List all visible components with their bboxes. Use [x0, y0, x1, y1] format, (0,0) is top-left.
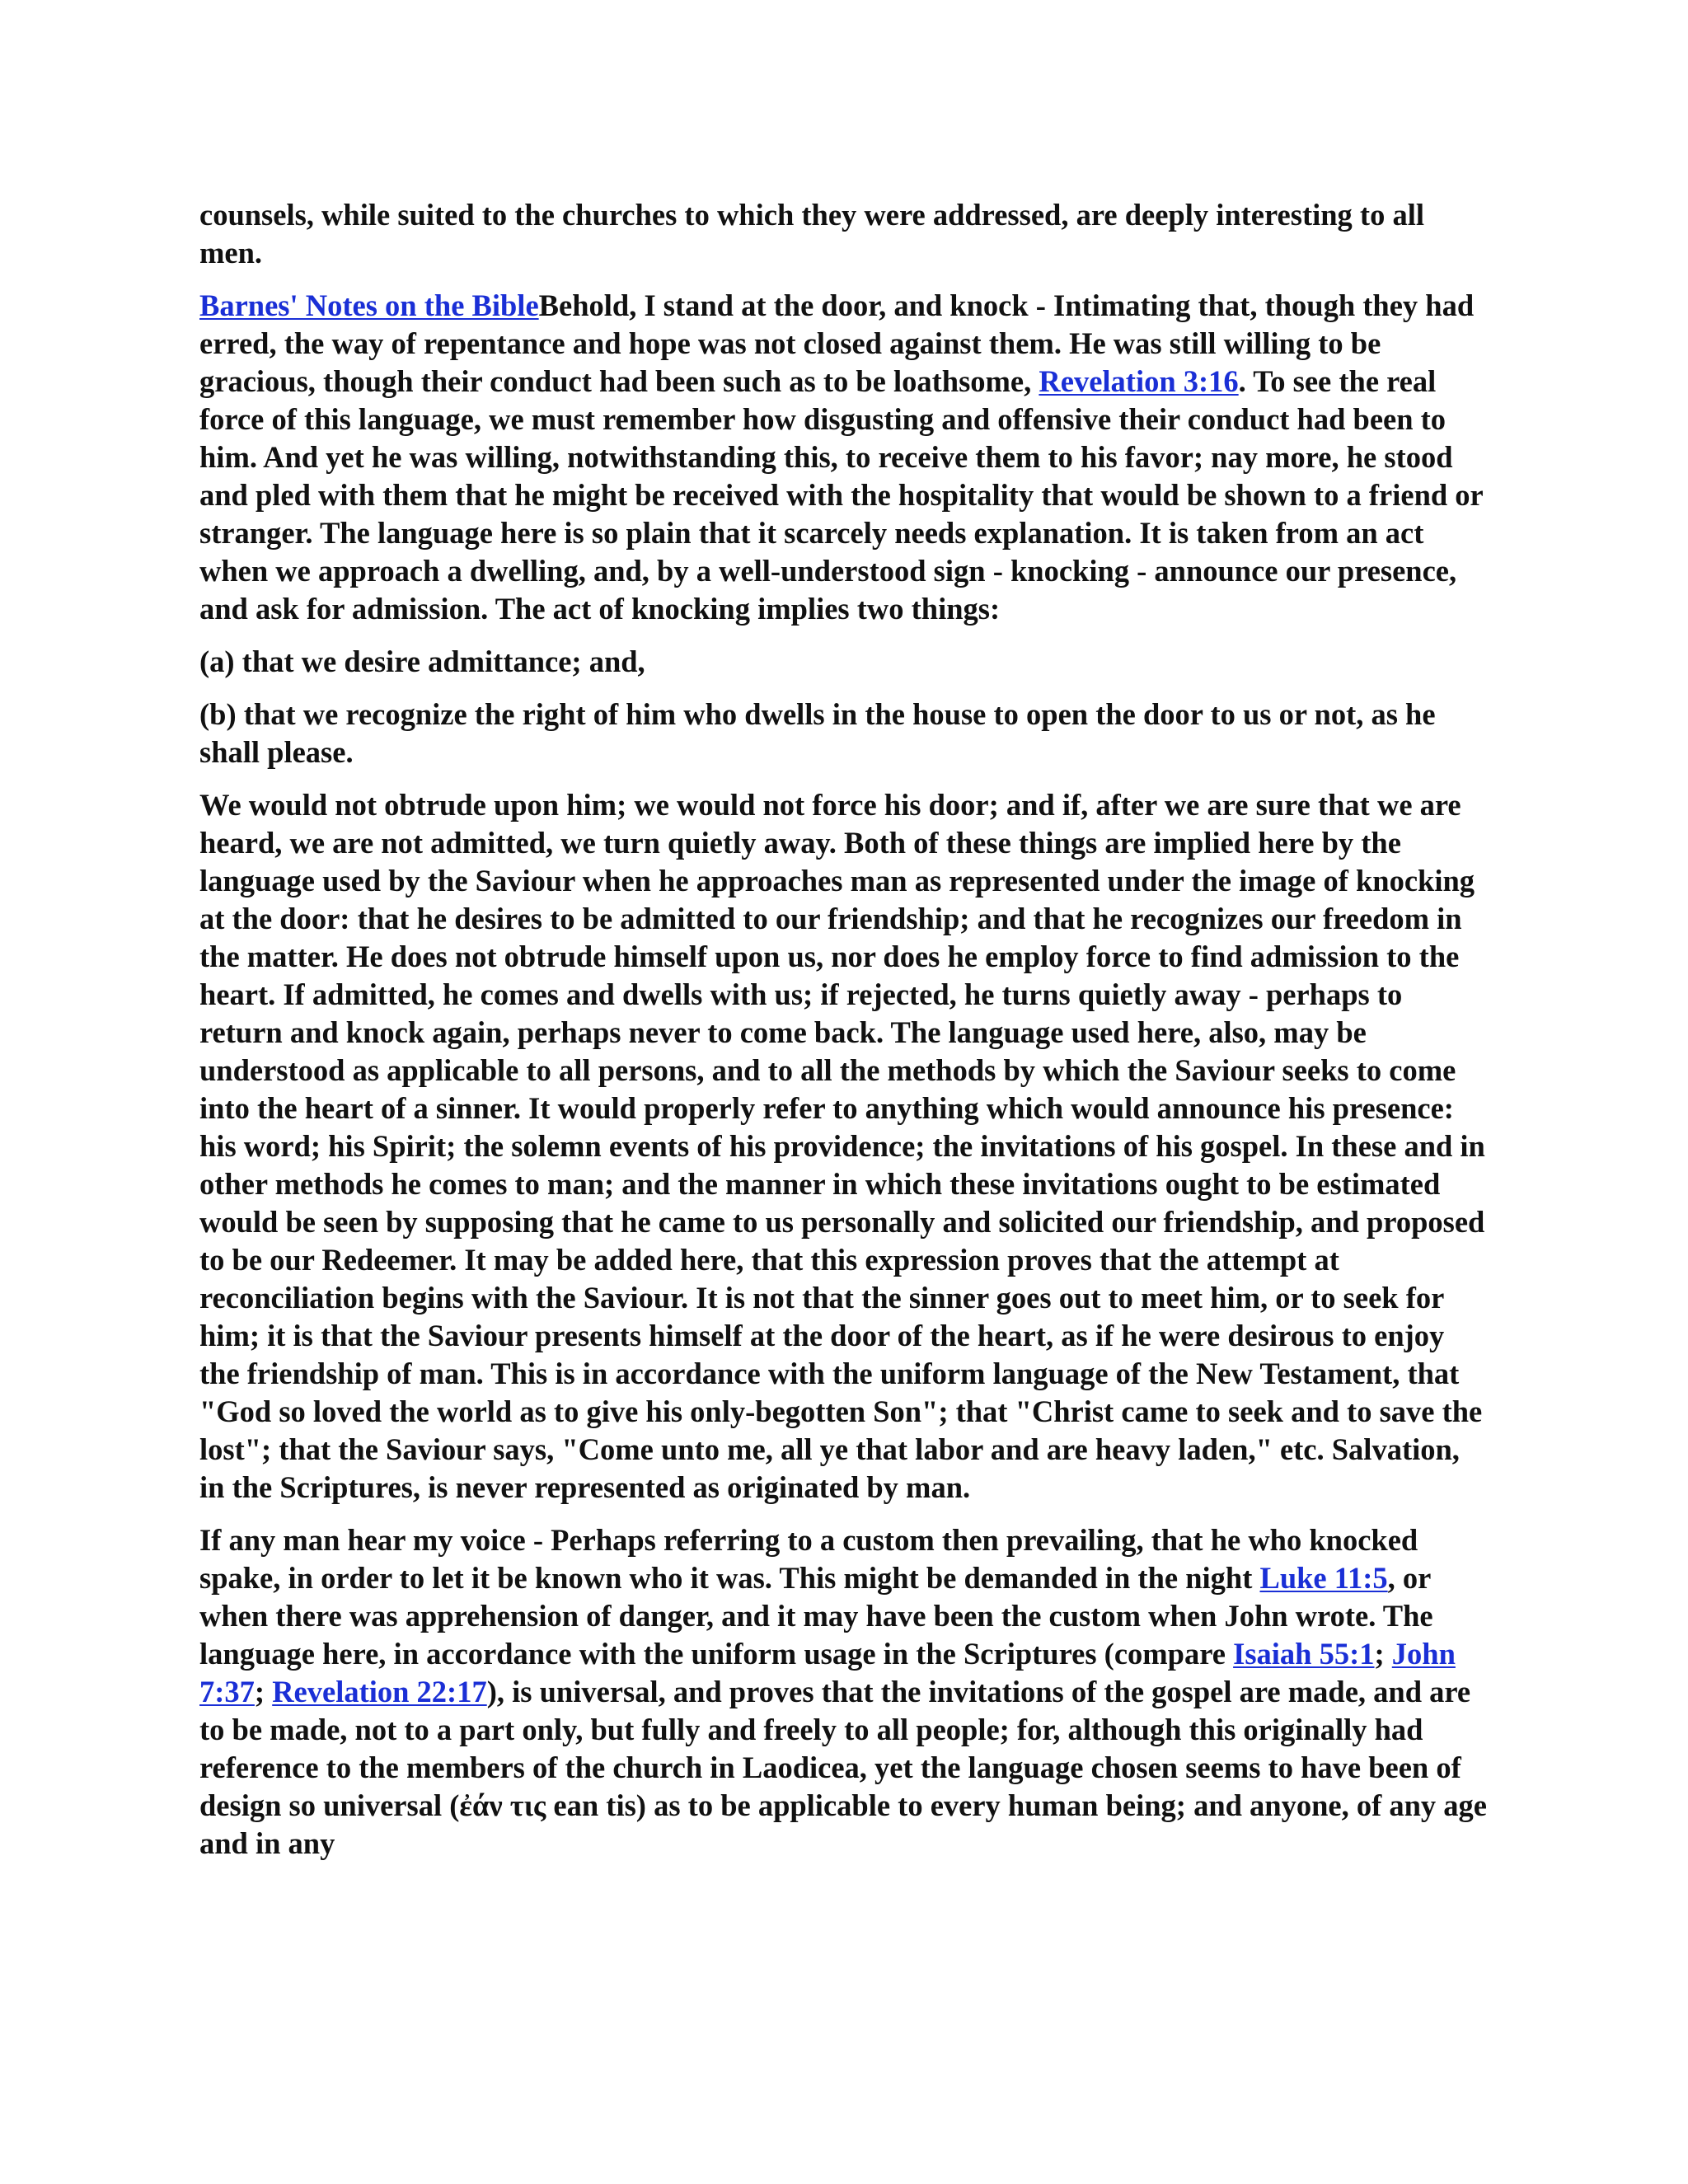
luke-11-5-link[interactable]: Luke 11:5 — [1259, 1561, 1388, 1595]
paragraph-p0 — [199, 196, 1492, 272]
paragraph-p2 — [199, 643, 1492, 681]
revelation-22-17-link[interactable]: Revelation 22:17 — [272, 1675, 487, 1708]
paragraph-p1 — [199, 287, 1492, 628]
text-segment: ; — [1374, 1637, 1392, 1671]
text-segment: ; — [254, 1675, 273, 1708]
paragraph-p4 — [199, 786, 1492, 1507]
document-page — [199, 196, 1492, 1877]
paragraph-p3 — [199, 696, 1492, 771]
text-segment: If any man hear my voice - Perhaps referring to a custom then prevailing, that he who knocked spake, in order to let it be known who it was. This might be demanded in the night — [199, 1523, 1418, 1595]
paragraph-p5 — [199, 1521, 1492, 1863]
text-segment: Behold, I stand at the door, and knock - Intimating that, though they had erred, the way of repentance and hope was not closed against them. He was still willing to be gracious, though their conduct had been such as to be loathsome, — [199, 288, 1475, 398]
text-segment: (b) that we recognize the right of him who dwells in the house to open the door to us or not, as he shall please. — [199, 697, 1436, 769]
text-segment: We would not obtrude upon him; we would not force his door; and if, after we are sure that we are heard, we are not admitted, we turn quietly away. Both of these things are implied here by the language used by the Saviour when he approaches man as represented under the image of knocking at the door: that he desires to be admitted to our friendship; and that he recognizes our freedom in the matter. He does not obtrude himself upon us, nor does he employ force to find admission to the heart. If admitted, he comes and dwells with us; if rejected, he turns quietly away - perhaps to return and knock again, perhaps never to come back. The language used here, also, may be understood as applicable to all persons, and to all the methods by which the Saviour seeks to come into the heart of a sinner. It would properly refer to anything which would announce his presence: his word; his Spirit; the solemn events of his providence; the invitations of his gospel. In these and in other methods he comes to man; and the manner in which these invitations ought to be estimated would be seen by supposing that he came to us personally and solicited our friendship, and proposed to be our Redeemer. It may be added here, that this expression proves that the attempt at reconciliation begins with the Saviour. It is not that the sinner goes out to meet him, or to seek for him; it is that the Saviour presents himself at the door of the heart, as if he were desirous to enjoy the friendship of man. This is in accordance with the uniform language of the New Testament, that "God so loved the world as to give his only-begotten Son"; that "Christ came to seek and to save the lost"; that the Saviour says, "Come unto me, all ye that labor and are heavy laden," etc. Salvation, in the Scriptures, is never represented as originated by man. — [199, 788, 1485, 1504]
text-segment: , or when there was apprehension of danger, and it may have been the custom when John wrote. The language here, in accordance with the uniform usage in the Scriptures (compare — [199, 1561, 1433, 1671]
revelation-3-16-link[interactable]: Revelation 3:16 — [1039, 364, 1239, 398]
isaiah-55-1-link[interactable]: Isaiah 55:1 — [1233, 1637, 1375, 1671]
text-segment: (a) that we desire admittance; and, — [199, 644, 645, 678]
text-segment: ), is universal, and proves that the invitations of the gospel are made, and are to be made, not to a part only, but fully and freely to all people; for, although this originally had reference to the members of the church in Laodicea, yet the language chosen seems to have been of design so universal (ἐάν τις ean tis) as to be applicable to every human being; and anyone, of any age and in any — [199, 1675, 1487, 1860]
text-segment: counsels, while suited to the churches to which they were addressed, are deeply interesting to all men. — [199, 198, 1424, 269]
john-7-37-link[interactable]: John 7:37 — [199, 1637, 1456, 1708]
barnes-notes-link[interactable]: Barnes' Notes on the Bible — [199, 288, 539, 322]
text-segment: . To see the real force of this language, we must remember how disgusting and offensive their conduct had been to him. And yet he was willing, notwithstanding this, to receive them to his favor; nay more, he stood and pled with them that he might be received with the hospitality that would be shown to a friend or stranger. The language here is so plain that it scarcely needs explanation. It is taken from an act when we approach a dwelling, and, by a well-understood sign - knocking - announce our presence, and ask for admission. The act of knocking implies two things: — [199, 364, 1484, 626]
